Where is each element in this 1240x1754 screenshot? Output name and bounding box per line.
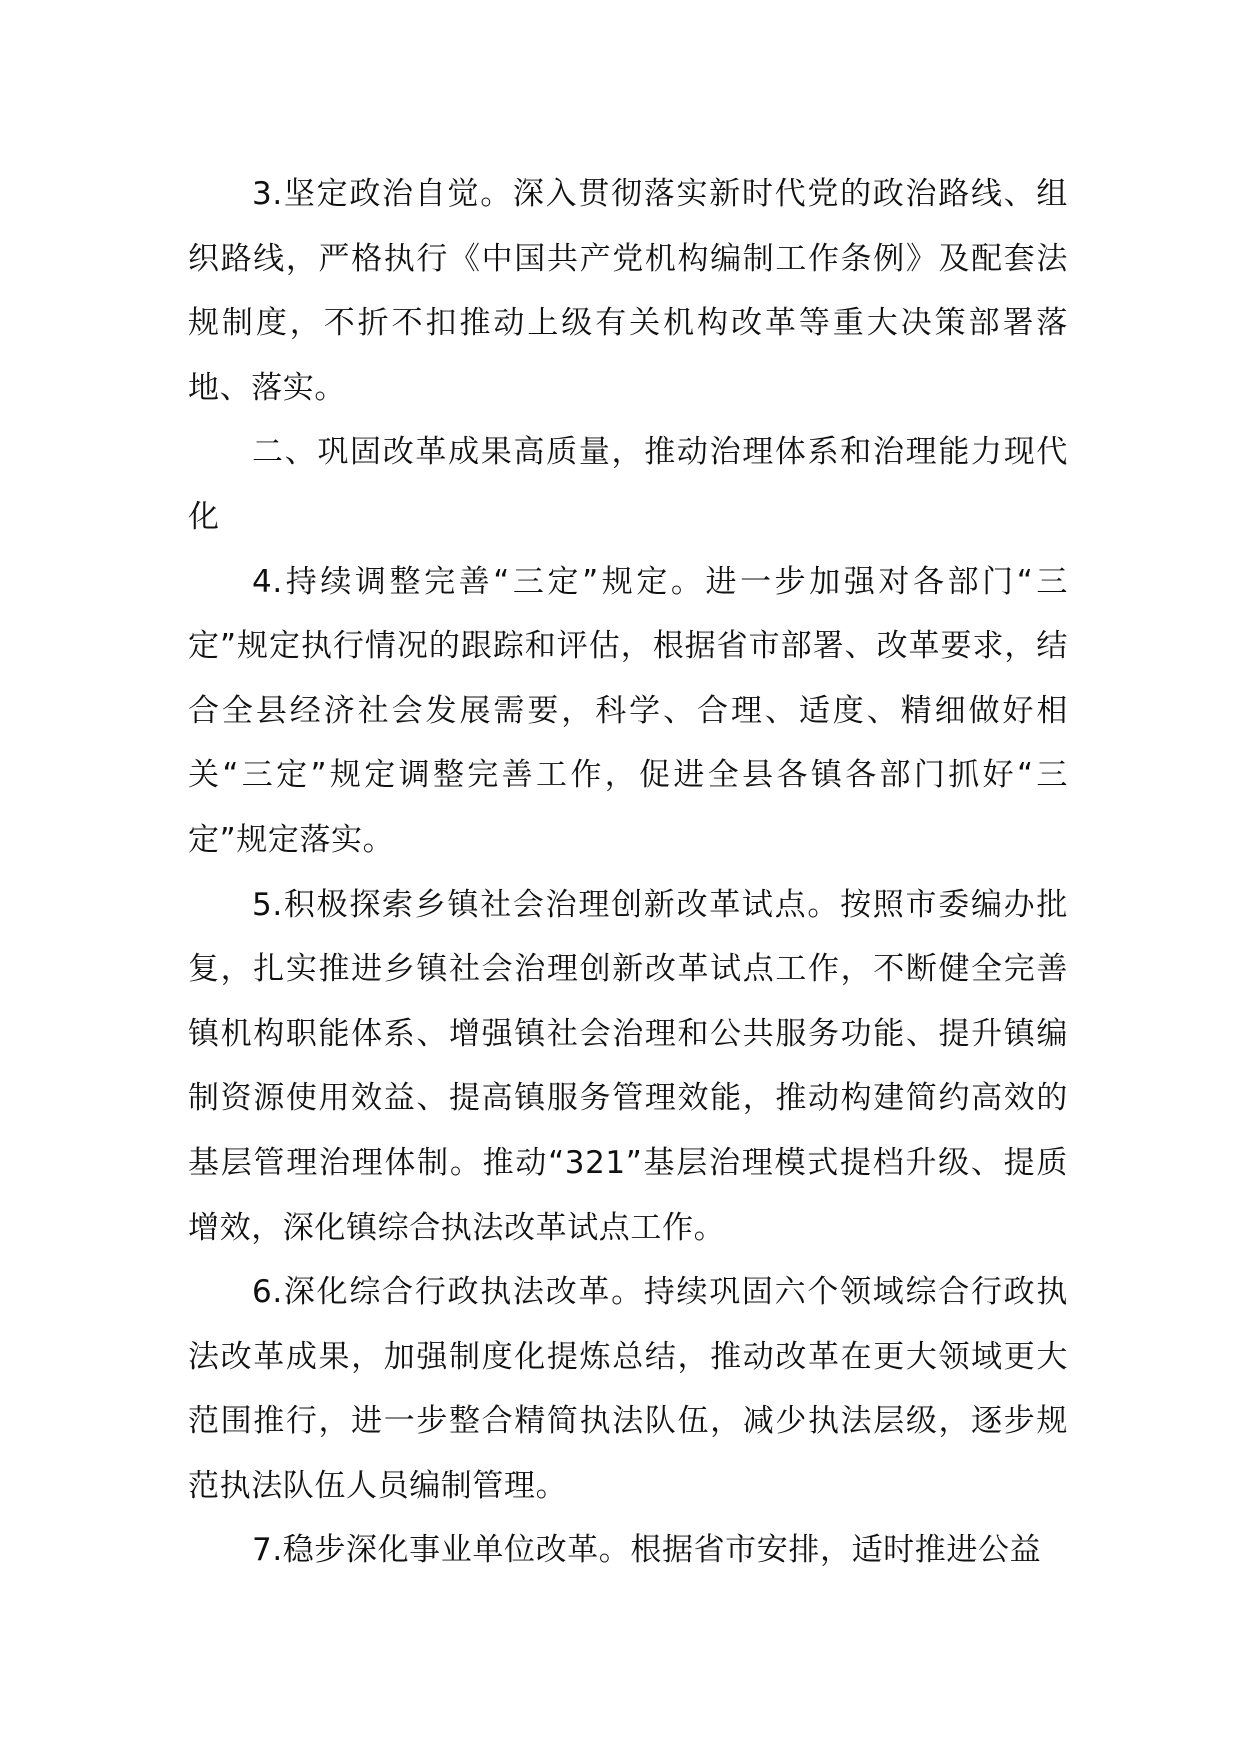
section-heading-reform-results: 二、巩固改革成果高质量，推动治理体系和治理能力现代化 [188, 434, 1068, 535]
paragraph-public-institution-reform: 7.稳步深化事业单位改革。根据省市安排，适时推进公益 [252, 1532, 1042, 1569]
document-body [188, 162, 1068, 1583]
paragraph-administrative-enforcement: 6.深化综合行政执法改革。持续巩固六个领域综合行政执法改革成果，加强制度化提炼总结，推动改革在更大领域更大范围推行，进一步整合精简执法队伍，减少执法层级，逐步规范执法队伍人员编制管理。 [188, 1274, 1068, 1504]
paragraph-township-governance-pilot: 5.积极探索乡镇社会治理创新改革试点。按照市委编办批复，扎实推进乡镇社会治理创新改革试点工作，不断健全完善镇机构职能体系、增强镇社会治理和公共服务功能、提升镇编制资源使用效益、提高镇服务管理效能，推动构建简约高效的基层管理治理体制。推动“321”基层治理模式提档升级、提质增效，深化镇综合执法改革试点工作。 [188, 886, 1068, 1246]
paragraph-political-awareness: 3.坚定政治自觉。深入贯彻落实新时代党的政治路线、组织路线，严格执行《中国共产党机构编制工作条例》及配套法规制度，不折不扣推动上级有关机构改革等重大决策部署落地、落实。 [188, 176, 1068, 406]
paragraph-three-determinations: 4.持续调整完善“三定”规定。进一步加强对各部门“三定”规定执行情况的跟踪和评估，根据省市部署、改革要求，结合全县经济社会发展需要，科学、合理、适度、精细做好相关“三定”规定调整完善工作，促进全县各镇各部门抓好“三定”规定落实。 [188, 563, 1068, 858]
